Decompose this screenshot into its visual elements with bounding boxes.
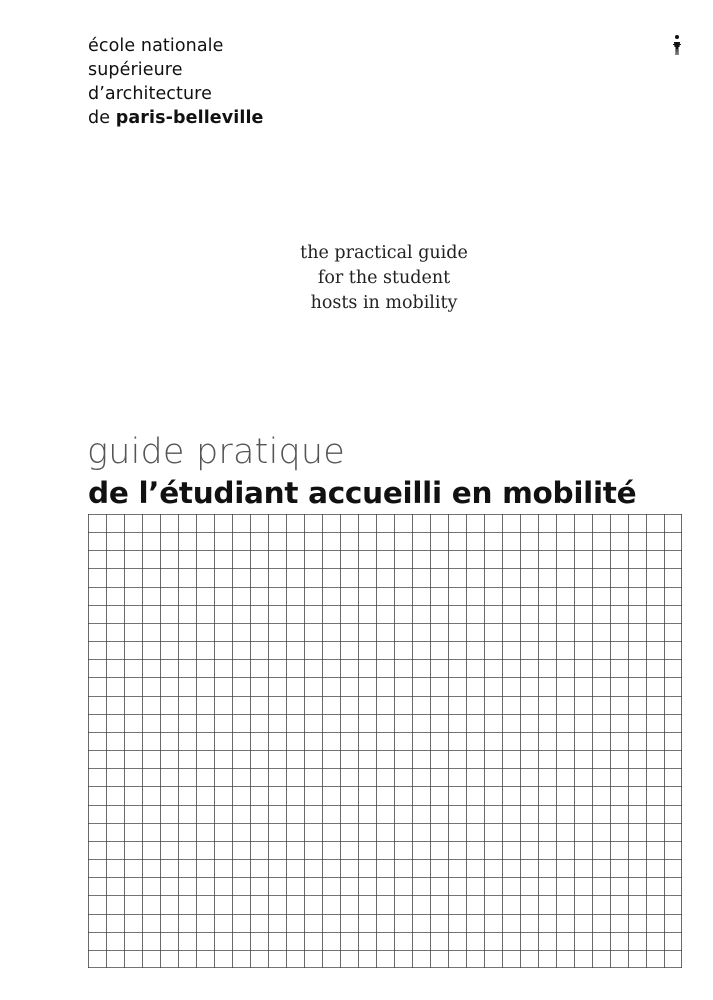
title-bold: de l’étudiant accueilli en mobilité: [88, 476, 637, 510]
school-name-bold: paris-belleville: [115, 108, 264, 128]
title-light: guide pratique: [87, 432, 346, 472]
graph-paper-grid: [88, 514, 682, 968]
figure-logo-icon: [672, 34, 682, 56]
subtitle-line: for the student: [317, 268, 451, 288]
school-name: [88, 34, 264, 130]
school-name-line: d’architecture: [88, 84, 212, 104]
english-subtitle: [250, 241, 518, 316]
subtitle-line: the practical guide: [300, 243, 468, 263]
school-name-line: [88, 106, 264, 130]
subtitle-line: hosts in mobility: [310, 293, 458, 313]
school-name-line: supérieure: [88, 60, 183, 80]
school-name-line: école nationale: [88, 36, 224, 56]
school-name-prefix: de: [88, 108, 116, 128]
